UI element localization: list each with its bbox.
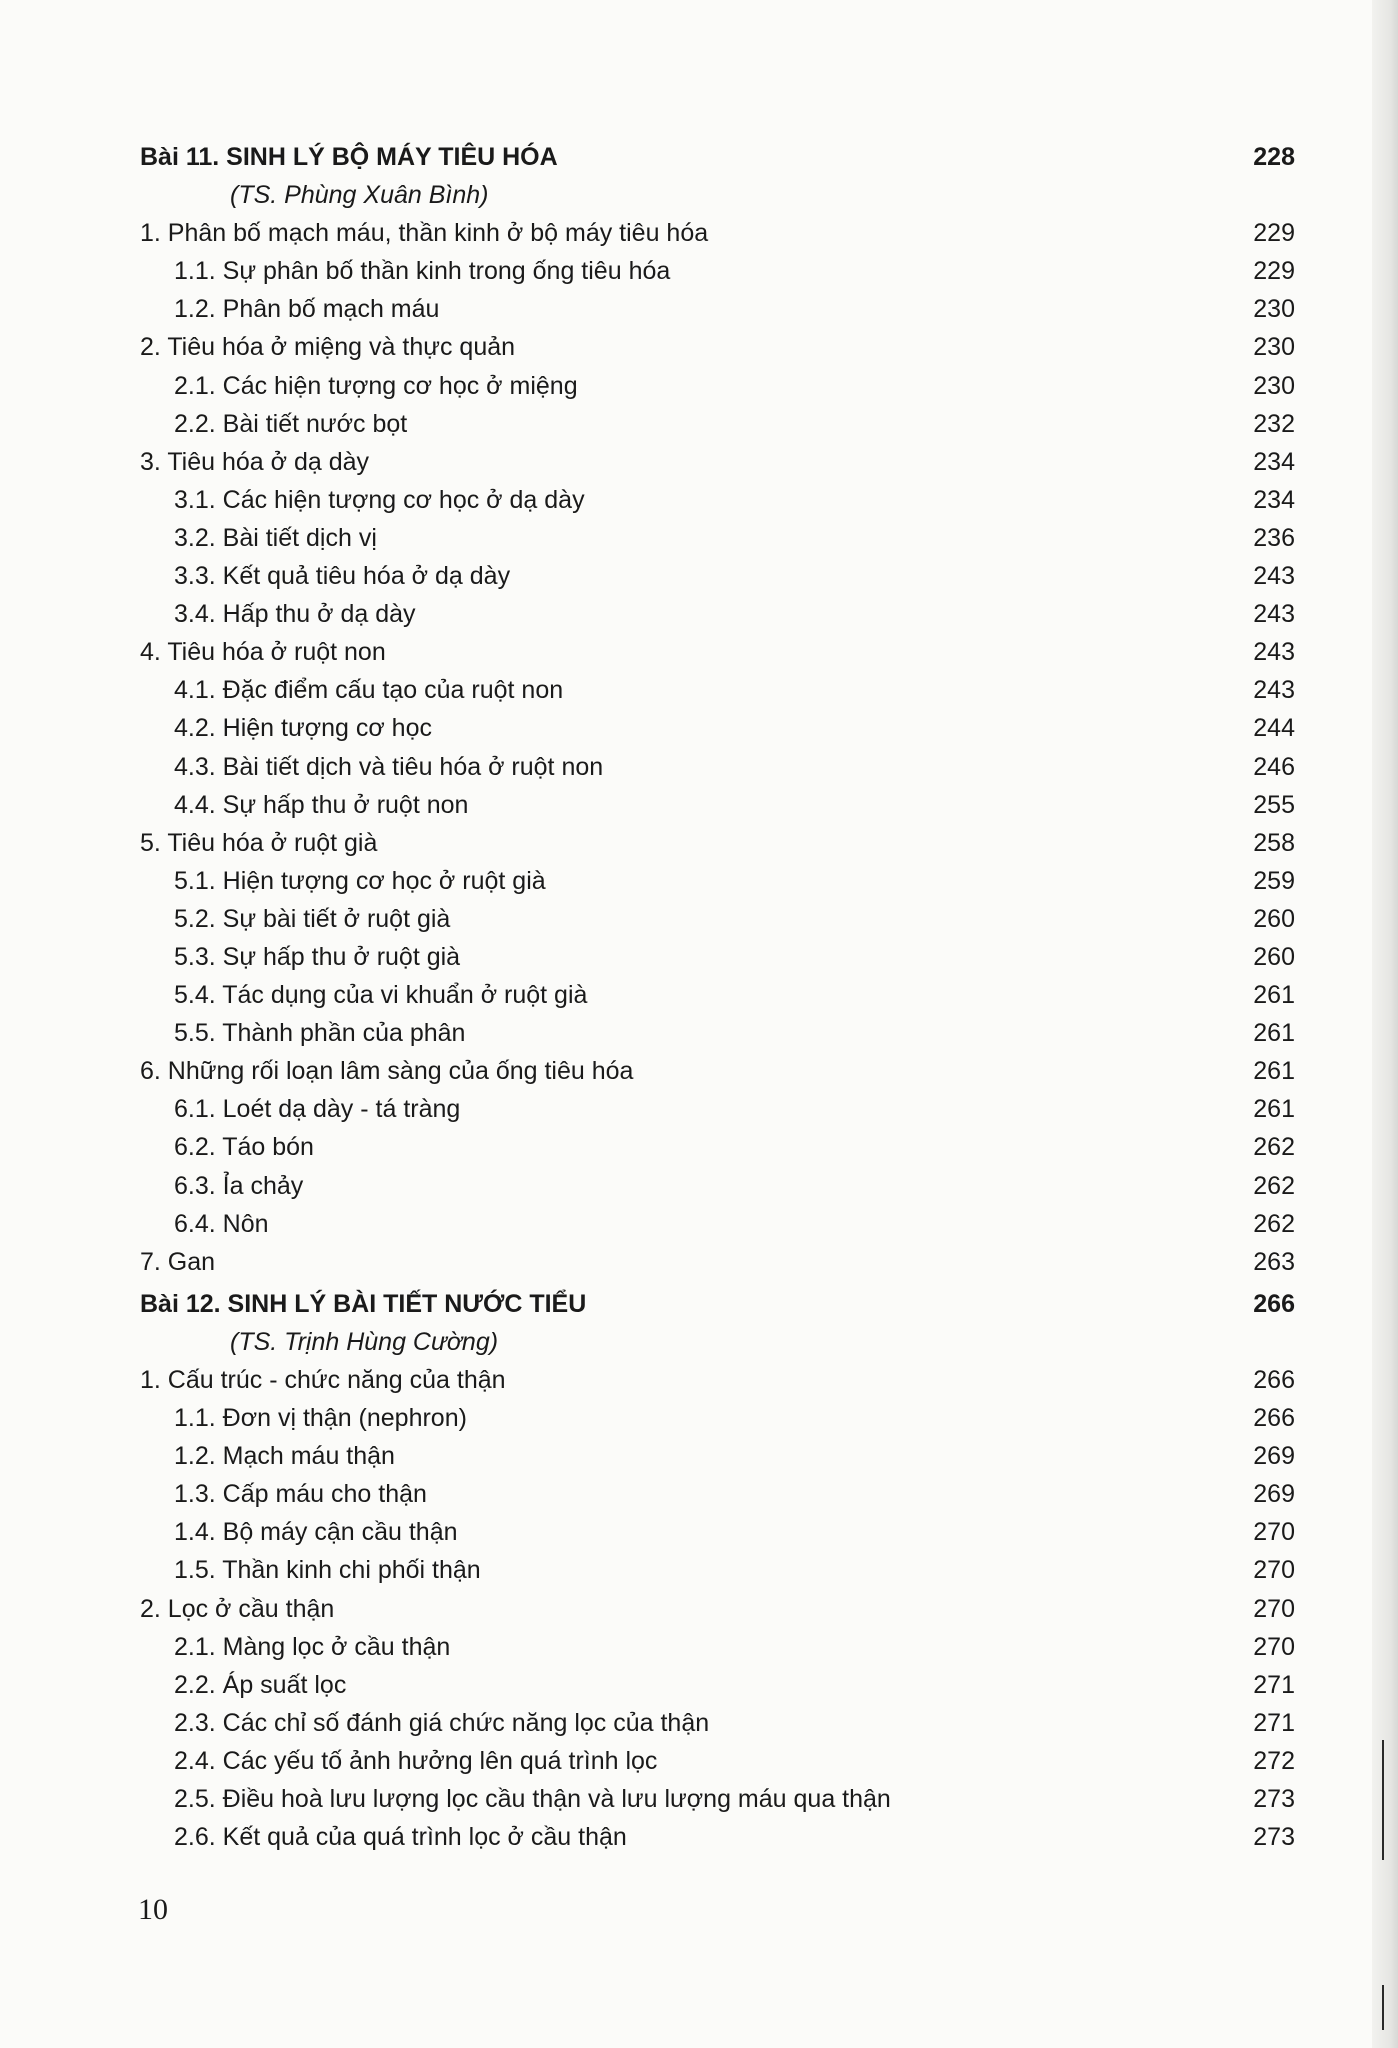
toc-entry-row [140, 633, 1295, 671]
toc-page-number: 230 [1253, 333, 1295, 362]
toc-entry-title: 6.3. Ỉa chảy [174, 1171, 304, 1200]
toc-entry-title: 1. Cấu trúc - chức năng của thận [140, 1366, 506, 1394]
toc-entry-row [140, 481, 1295, 519]
toc-entry-title: 2. Tiêu hóa ở miệng và thực quản [140, 333, 516, 362]
toc-entry-title: 1. Phân bố mạch máu, thần kinh ở bộ máy tiêu hóa [140, 219, 709, 248]
toc-entry-title: 2.2. Bài tiết nước bọt [174, 409, 408, 438]
toc-entry-row [140, 1437, 1295, 1475]
toc-entry-title: 2.3. Các chỉ số đánh giá chức năng lọc của thận [174, 1708, 710, 1737]
toc-entry-row [140, 900, 1295, 938]
toc-page-number: 246 [1253, 752, 1295, 781]
toc-entry-title: 5.5. Thành phần của phân [174, 1019, 466, 1048]
toc-page-number: 234 [1253, 485, 1295, 514]
toc-entry-title: 6. Những rối loạn lâm sàng của ống tiêu hóa [140, 1057, 634, 1086]
toc-page-number: 244 [1253, 714, 1295, 743]
toc-page-number: 266 [1253, 1404, 1295, 1433]
toc-chapter-row [140, 138, 1295, 176]
toc-page-number: 243 [1253, 676, 1295, 705]
toc-page-number: 271 [1253, 1670, 1295, 1699]
toc-page-number: 260 [1253, 904, 1295, 933]
toc-entry-row [140, 557, 1295, 595]
toc-entry-row [140, 1818, 1295, 1856]
toc-entry-title: 1.5. Thần kinh chi phối thận [174, 1556, 481, 1585]
toc-entry-title: Bài 12. SINH LÝ BÀI TIẾT NƯỚC TIỂU [140, 1289, 587, 1318]
toc-entry-row [140, 1742, 1295, 1780]
toc-entry-title: 5. Tiêu hóa ở ruột già [140, 828, 378, 857]
toc-page-number: 270 [1253, 1594, 1295, 1623]
toc-entry-title: 5.1. Hiện tượng cơ học ở ruột già [174, 866, 546, 895]
toc-entry-title: Bài 11. SINH LÝ BỘ MÁY TIÊU HÓA [140, 143, 558, 171]
toc-entry-title: 1.4. Bộ máy cận cầu thận [174, 1518, 458, 1547]
toc-page-number: 243 [1253, 600, 1295, 629]
toc-page-number: 262 [1253, 1133, 1295, 1162]
toc-entry-row [140, 405, 1295, 443]
page-edge-shadow [1372, 0, 1398, 2048]
toc-entry-title: 6.1. Loét dạ dày - tá tràng [174, 1095, 461, 1124]
toc-entry-title: 5.3. Sự hấp thu ở ruột già [174, 942, 461, 971]
toc-entry-title: 7. Gan [140, 1247, 216, 1276]
toc-entry-title: 4. Tiêu hóa ở ruột non [140, 638, 386, 667]
toc-entry-title: 1.3. Cấp máu cho thận [174, 1480, 427, 1509]
toc-entry-title: 4.2. Hiện tượng cơ học [174, 714, 432, 743]
toc-entry-title: 6.4. Nôn [174, 1209, 269, 1238]
toc-page-number: 236 [1253, 523, 1295, 552]
toc-page-number: 232 [1253, 409, 1295, 438]
toc-author-row [140, 176, 1295, 214]
toc-entry-row [140, 1090, 1295, 1128]
toc-entry-row [140, 595, 1295, 633]
toc-entry-row [140, 1128, 1295, 1166]
toc-entry-title: 1.1. Sự phân bố thần kinh trong ống tiêu hóa [174, 257, 671, 286]
toc-entry-row [140, 1399, 1295, 1437]
toc-page-number: 261 [1253, 1095, 1295, 1124]
toc-entry-title: 6.2. Táo bón [174, 1133, 314, 1162]
toc-entry-row [140, 1780, 1295, 1818]
toc-page-number: 259 [1253, 866, 1295, 895]
toc-entry-row [140, 824, 1295, 862]
toc-page-number: 258 [1253, 828, 1295, 857]
toc-entry-title: 3.3. Kết quả tiêu hóa ở dạ dày [174, 562, 511, 591]
toc-entry-row [140, 1628, 1295, 1666]
scan-edge-line [1382, 1985, 1384, 2030]
toc-entry-title: 1.2. Phân bố mạch máu [174, 295, 440, 324]
toc-page-number: 266 [1253, 1289, 1295, 1318]
toc-page-number: 262 [1253, 1171, 1295, 1200]
toc-entry-title: 5.2. Sự bài tiết ở ruột già [174, 904, 451, 933]
toc-entry-row [140, 1014, 1295, 1052]
toc-entry-row [140, 786, 1295, 824]
toc-entry-title: 2.2. Áp suất lọc [174, 1670, 347, 1699]
toc-author: (TS. Phùng Xuân Bình) [230, 181, 489, 210]
toc-entry-row [140, 1243, 1295, 1281]
toc-entry-title: 3.1. Các hiện tượng cơ học ở dạ dày [174, 485, 585, 514]
toc-entry-title: 2.5. Điều hoà lưu lượng lọc cầu thận và lưu lượng máu qua thận [174, 1785, 891, 1814]
toc-entry-title: 3.2. Bài tiết dịch vị [174, 523, 377, 552]
toc-page-number: 228 [1253, 143, 1295, 171]
toc-entry-row [140, 1205, 1295, 1243]
toc-page-number: 269 [1253, 1442, 1295, 1471]
toc-entry-row [140, 1052, 1295, 1090]
toc-entry-row [140, 1513, 1295, 1551]
toc-entry-row [140, 214, 1295, 252]
toc-entry-title: 3. Tiêu hóa ở dạ dày [140, 447, 370, 476]
toc-page-number: 243 [1253, 638, 1295, 667]
toc-entry-title: 3.4. Hấp thu ở dạ dày [174, 600, 416, 629]
toc-entry-row [140, 290, 1295, 328]
toc-page-number: 266 [1253, 1366, 1295, 1394]
toc-entry-row [140, 1704, 1295, 1742]
page-number: 10 [138, 1893, 168, 1926]
toc-page-number: 263 [1253, 1247, 1295, 1276]
toc-page-number: 261 [1253, 981, 1295, 1010]
toc-page-number: 273 [1253, 1823, 1295, 1852]
toc-page-number: 261 [1253, 1019, 1295, 1048]
toc-entry-title: 2.1. Màng lọc ở cầu thận [174, 1632, 451, 1661]
toc-entry-title: 4.3. Bài tiết dịch và tiêu hóa ở ruột non [174, 752, 604, 781]
table-of-contents [140, 138, 1295, 1856]
toc-entry-title: 5.4. Tác dụng của vi khuẩn ở ruột già [174, 981, 588, 1010]
toc-page-number: 270 [1253, 1556, 1295, 1585]
toc-entry-row [140, 862, 1295, 900]
toc-page-number: 272 [1253, 1746, 1295, 1775]
toc-entry-row [140, 1167, 1295, 1205]
toc-page-number: 230 [1253, 371, 1295, 400]
toc-page-number: 269 [1253, 1480, 1295, 1509]
toc-page-number: 255 [1253, 790, 1295, 819]
toc-page-number: 261 [1253, 1057, 1295, 1086]
toc-entry-row [140, 367, 1295, 405]
toc-entry-row [140, 252, 1295, 290]
toc-page-number: 230 [1253, 295, 1295, 324]
toc-page-number: 229 [1253, 257, 1295, 286]
toc-entry-row [140, 976, 1295, 1014]
toc-entry-row [140, 1475, 1295, 1513]
toc-page-number: 262 [1253, 1209, 1295, 1238]
toc-entry-title: 1.2. Mạch máu thận [174, 1442, 395, 1471]
toc-page-number: 270 [1253, 1518, 1295, 1547]
toc-page-number: 260 [1253, 942, 1295, 971]
scan-edge-line [1382, 1740, 1384, 1860]
toc-chapter-row [140, 1285, 1295, 1323]
toc-page-number: 273 [1253, 1785, 1295, 1814]
toc-author: (TS. Trịnh Hùng Cường) [230, 1327, 499, 1356]
toc-entry-row [140, 938, 1295, 976]
toc-page-number: 271 [1253, 1708, 1295, 1737]
toc-entry-row [140, 748, 1295, 786]
toc-entry-title: 2.6. Kết quả của quá trình lọc ở cầu thận [174, 1823, 627, 1852]
toc-page-number: 270 [1253, 1632, 1295, 1661]
toc-author-row [140, 1323, 1295, 1361]
toc-page-number: 243 [1253, 562, 1295, 591]
toc-entry-row [140, 1361, 1295, 1399]
toc-entry-title: 1.1. Đơn vị thận (nephron) [174, 1404, 467, 1433]
toc-entry-title: 4.1. Đặc điểm cấu tạo của ruột non [174, 676, 564, 705]
toc-entry-row [140, 709, 1295, 747]
toc-entry-title: 2.4. Các yếu tố ảnh hưởng lên quá trình lọc [174, 1746, 658, 1775]
toc-entry-title: 2.1. Các hiện tượng cơ học ở miệng [174, 371, 578, 400]
toc-entry-row [140, 328, 1295, 366]
toc-entry-row [140, 671, 1295, 709]
toc-entry-title: 4.4. Sự hấp thu ở ruột non [174, 790, 469, 819]
toc-entry-row [140, 1590, 1295, 1628]
toc-entry-row [140, 519, 1295, 557]
toc-page-number: 234 [1253, 447, 1295, 476]
toc-entry-row [140, 443, 1295, 481]
toc-page-number: 229 [1253, 219, 1295, 248]
toc-entry-row [140, 1551, 1295, 1589]
toc-entry-row [140, 1666, 1295, 1704]
toc-entry-title: 2. Lọc ở cầu thận [140, 1594, 335, 1623]
